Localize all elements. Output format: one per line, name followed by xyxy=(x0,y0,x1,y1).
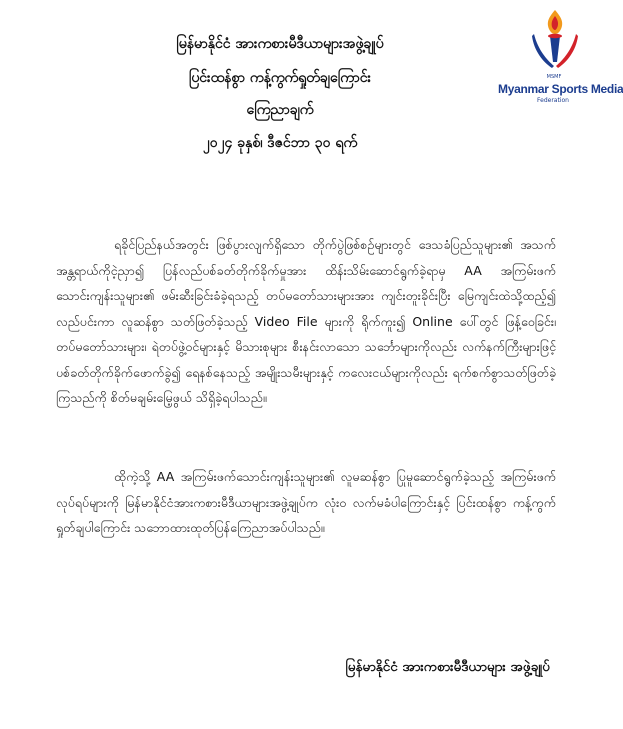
statement-subject: ပြင်းထန်စွာ ကန့်ကွက်ရှုတ်ချကြောင်း xyxy=(188,70,372,86)
statement-paragraph-2: ထိုကဲ့သို့ AA အကြမ်းဖက်သောင်းကျန်းသူများ၏ လူမဆန်စွာ ပြုမူဆောင်ရွက်ခဲ့သည့် အကြမ်းဖက်လုပ်ရပ်များကို မြန်မာနိုင်ငံအားကစားမီဒီယာများအဖွဲ့ချုပ်က လုံးဝ လက်မခံပါကြောင်းနှင့် ပြင်းထန်စွာ ကန့်ကွက်ရှုတ်ချပါကြောင်း သဘောထားထုတ်ပြန်ကြေညာအပ်ပါသည်။ xyxy=(56,469,556,535)
logo-name: Myanmar Sports Media xyxy=(498,82,623,96)
statement-paragraph-1: ရခိုင်ပြည်နယ်အတွင်း ဖြစ်ပွားလျက်ရှိသော တိုက်ပွဲဖြစ်စဉ်များတွင် ဒေသခံပြည်သူများ၏ အသက်အန္တရာယ်ကိုငဲ့ညှာ၍ ပြန်လည်ပစ်ခတ်တိုက်ခိုက်မှုအား ထိန်းသိမ်းဆောင်ရွက်ခဲ့ရာမှ AA အကြမ်းဖက်သောင်းကျန်းသူများ၏ ဖမ်းဆီးခြင်းခံခဲ့ရသည့် တပ်မတော်သားများအား ကျင်းတူးခိုင်းပြီး မြေကျင်းထဲသို့ထည့်၍ လည်ပင်းကာ လူဆန်စွာ သတ်ဖြတ်ခဲ့သည့် Video File များကို ရိုက်ကူး၍ Online ပေါ်တွင် ဖြန့်ဝေခြင်း၊ တပ်မတော်သားများ၊ ရဲတပ်ဖွဲ့ဝင်များနှင့် မိသားစုများ စီးနင်းလာသော သင်္ဘောများကိုလည်း လက်နက်ကြီးများဖြင့် ပစ်ခတ်တိုက်ခိုက်ဖောက်ခွဲ၍ ရေနစ်နေသည့် အမျိုးသမီးများနှင့် ကလေးငယ်များကိုလည်း ရက်စက်စွာသတ်ဖြတ်ခဲ့ကြသည်ကို စိတ်မချမ်းမြေ့ဖွယ် သိရှိခဲ့ရပါသည်။ xyxy=(56,237,556,405)
logo-tag: MSMF xyxy=(546,74,562,80)
statement-date: ၂၀၂၄ ခုနှစ်၊ ဒီဇင်ဘာ ၃၀ ရက် xyxy=(202,135,358,151)
logo-subtitle: Federation xyxy=(537,97,569,104)
organization-title: မြန်မာနိုင်ငံ အားကစားမီဒီယာများအဖွဲ့ချုပ် xyxy=(176,36,384,52)
torch-emblem-icon xyxy=(528,8,582,70)
signature: မြန်မာနိုင်ငံ အားကစားမီဒီယာများ အဖွဲ့ချုပ် xyxy=(345,659,550,675)
msmf-logo xyxy=(498,8,623,104)
statement-type: ကြေညာချက် xyxy=(246,102,314,118)
